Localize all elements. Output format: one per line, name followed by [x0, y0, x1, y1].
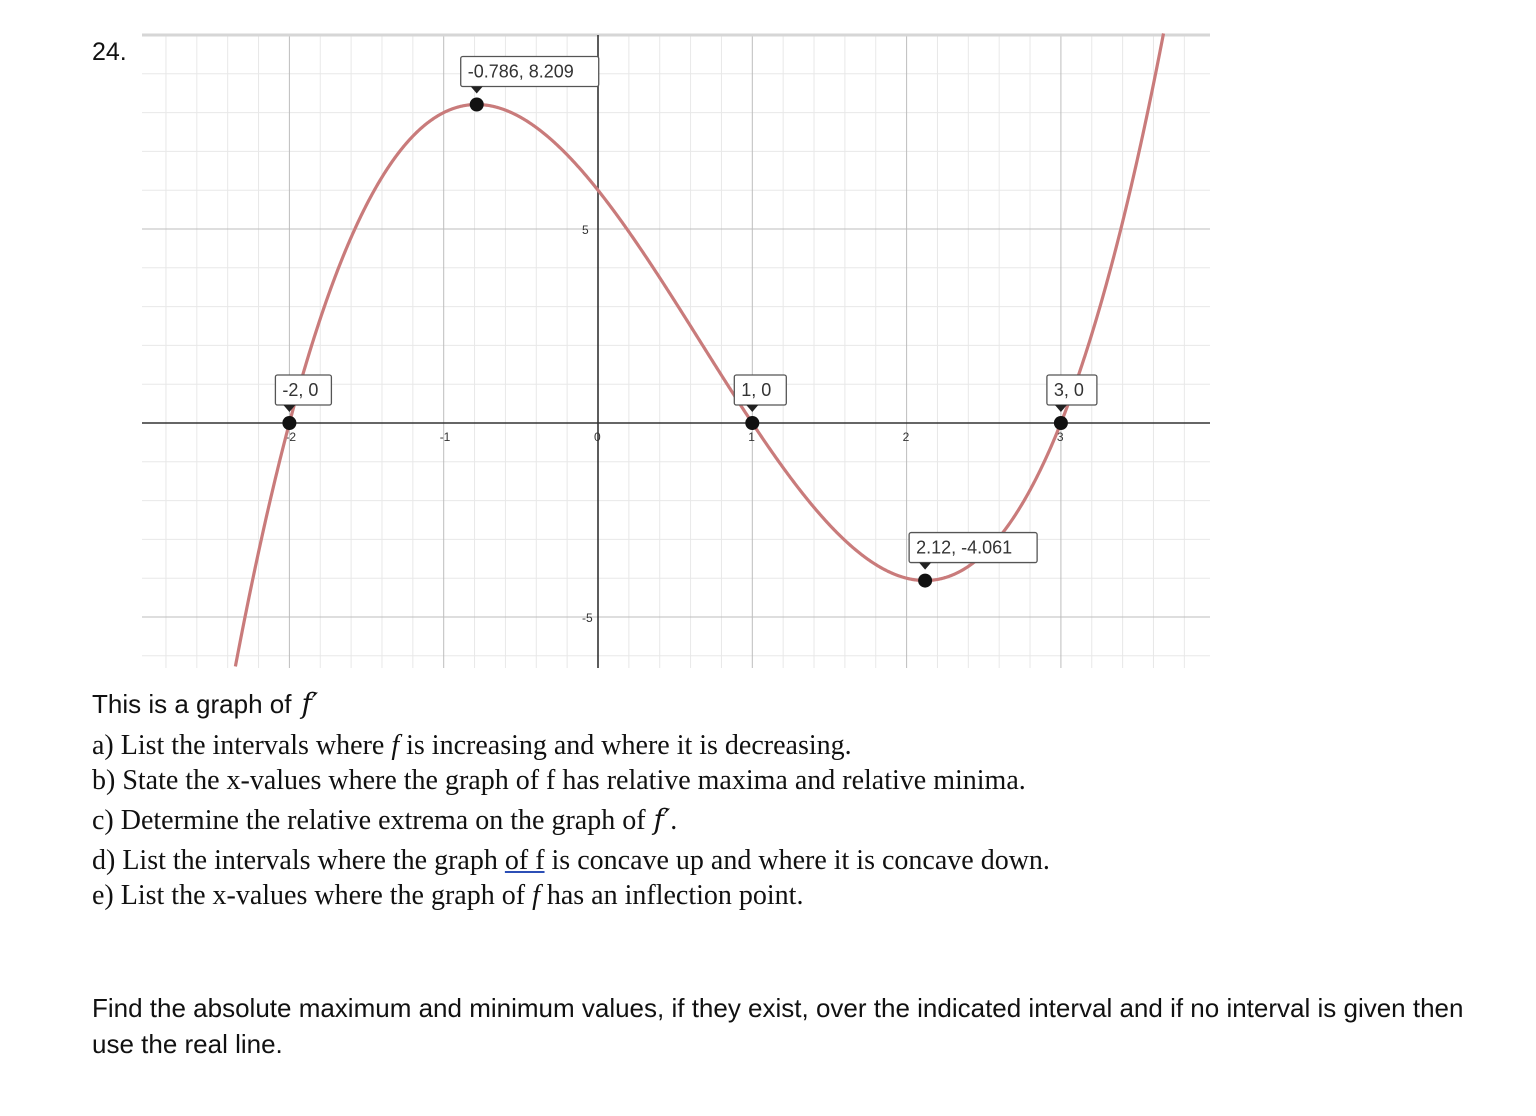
- point-label-pointer: [919, 563, 931, 570]
- x-tick-label: 3: [1056, 430, 1064, 444]
- point-label-text: 2.12, -4.061: [916, 537, 1013, 558]
- question-a: [92, 730, 852, 762]
- question-c-symbol: f′: [653, 803, 671, 836]
- tick-labels: [285, 223, 1064, 625]
- question-b-text: b) State the x-values where the graph of f has relative maxima and relative minima.: [92, 765, 1026, 796]
- x-tick-label: -1: [439, 430, 451, 444]
- question-a-f: f: [391, 730, 400, 761]
- point-label-text: 3, 0: [1053, 380, 1084, 400]
- f-prime-curve: [235, 33, 1163, 666]
- question-a-part2: is increasing and where it is decreasing.: [399, 730, 852, 761]
- question-e: [92, 880, 803, 912]
- point-label-text: -2, 0: [282, 380, 319, 400]
- point-label-pointer: [746, 405, 758, 412]
- question-d: [92, 845, 1050, 877]
- point-marker: [282, 416, 296, 430]
- question-c-end: .: [670, 805, 678, 836]
- point-label: [275, 375, 331, 412]
- graph-caption: [92, 687, 318, 720]
- x-tick-label: 1: [748, 430, 755, 444]
- question-b: [92, 765, 1026, 797]
- question-c-text: c) Determine the relative extrema on the graph of: [92, 805, 646, 836]
- point-marker: [918, 574, 932, 588]
- point-label: [1047, 375, 1097, 412]
- y-tick-label: -5: [582, 611, 593, 625]
- x-tick-label: 2: [902, 430, 910, 444]
- caption-text: This is a graph of: [92, 689, 292, 719]
- point-label-text: -0.786, 8.209: [467, 61, 574, 82]
- point-label: [461, 56, 599, 93]
- point-marker: [1054, 416, 1068, 430]
- x-tick-label: 0: [594, 430, 601, 444]
- y-tick-label: 5: [582, 223, 589, 237]
- point-marker: [470, 97, 484, 111]
- question-a-part1: a) List the intervals where: [92, 730, 392, 761]
- point-label-pointer: [471, 86, 483, 93]
- question-e-part2: has an inflection point.: [539, 880, 804, 911]
- major-grid: [142, 35, 1210, 668]
- point-marker: [745, 416, 759, 430]
- question-c: [92, 803, 677, 837]
- question-d-part2: is concave up and where it is concave down.: [544, 845, 1050, 876]
- question-e-f: f: [532, 880, 540, 911]
- instruction-text: Find the absolute maximum and minimum values, if they exist, over the indicated interval and if no interval is given then use the real line.: [92, 993, 1464, 1059]
- question-e-part1: e) List the x-values where the graph of: [92, 880, 533, 911]
- minor-grid: [142, 35, 1210, 668]
- point-label-text: 1, 0: [741, 380, 772, 400]
- caption-symbol: f′: [301, 687, 319, 720]
- problem-number: 24.: [92, 38, 127, 66]
- question-d-underlined: of f: [504, 845, 545, 876]
- x-tick-label: -2: [285, 430, 297, 444]
- question-d-part1: d) List the intervals where the graph: [92, 845, 505, 876]
